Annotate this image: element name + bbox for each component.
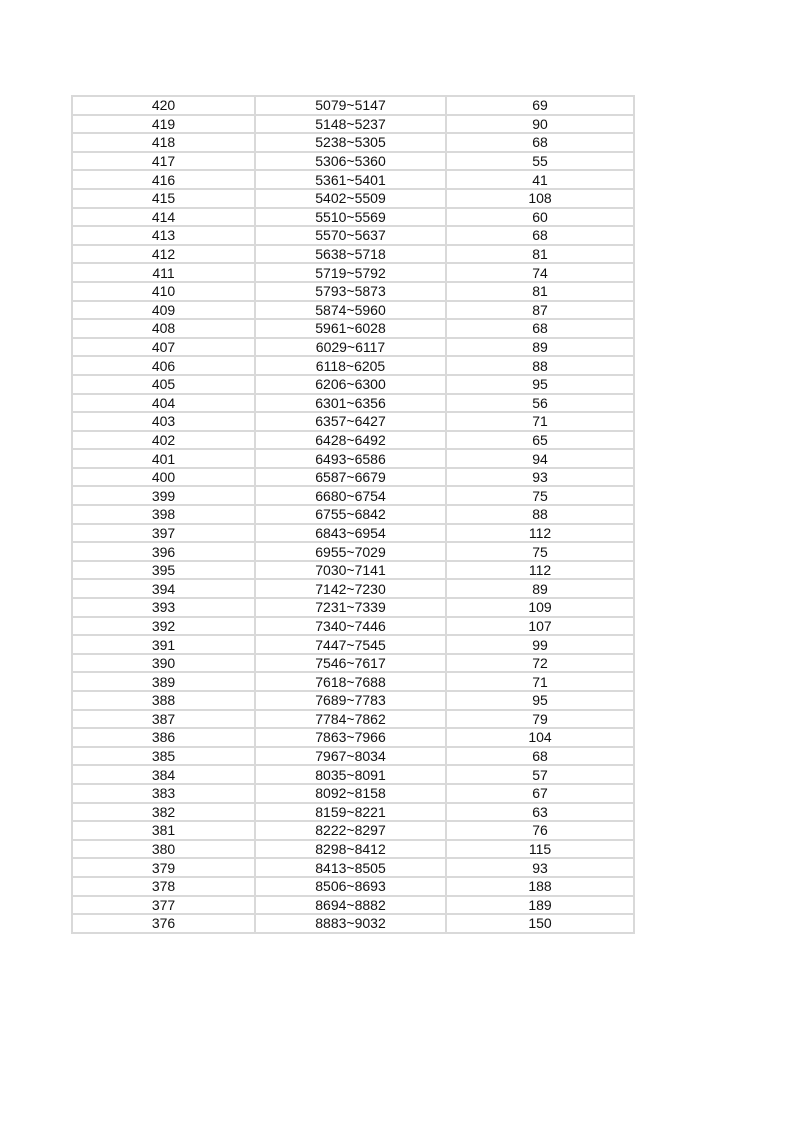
table-row bbox=[72, 896, 634, 915]
table-row bbox=[72, 431, 634, 450]
table-row bbox=[72, 561, 634, 580]
table-row bbox=[72, 412, 634, 431]
score-cell: 387 bbox=[72, 710, 255, 729]
rank-range-cell: 8222~8297 bbox=[255, 821, 446, 840]
count-cell: 108 bbox=[446, 189, 634, 208]
score-cell: 416 bbox=[72, 170, 255, 189]
table-row bbox=[72, 710, 634, 729]
score-cell: 419 bbox=[72, 115, 255, 134]
table-row bbox=[72, 226, 634, 245]
table-row bbox=[72, 449, 634, 468]
rank-range-cell: 7231~7339 bbox=[255, 598, 446, 617]
rank-range-cell: 6955~7029 bbox=[255, 542, 446, 561]
count-cell: 89 bbox=[446, 579, 634, 598]
rank-range-cell: 5874~5960 bbox=[255, 301, 446, 320]
count-cell: 93 bbox=[446, 468, 634, 487]
count-cell: 71 bbox=[446, 412, 634, 431]
score-cell: 418 bbox=[72, 133, 255, 152]
table-row bbox=[72, 765, 634, 784]
score-cell: 394 bbox=[72, 579, 255, 598]
table-row bbox=[72, 654, 634, 673]
score-cell: 407 bbox=[72, 338, 255, 357]
score-cell: 399 bbox=[72, 486, 255, 505]
count-cell: 112 bbox=[446, 524, 634, 543]
rank-range-cell: 5638~5718 bbox=[255, 245, 446, 264]
count-cell: 89 bbox=[446, 338, 634, 357]
table-row bbox=[72, 617, 634, 636]
score-cell: 395 bbox=[72, 561, 255, 580]
table-row bbox=[72, 728, 634, 747]
count-cell: 150 bbox=[446, 914, 634, 933]
score-cell: 393 bbox=[72, 598, 255, 617]
score-cell: 410 bbox=[72, 282, 255, 301]
table-row bbox=[72, 877, 634, 896]
table-row bbox=[72, 152, 634, 171]
rank-range-cell: 8694~8882 bbox=[255, 896, 446, 915]
count-cell: 88 bbox=[446, 356, 634, 375]
rank-range-cell: 7967~8034 bbox=[255, 747, 446, 766]
score-cell: 392 bbox=[72, 617, 255, 636]
table-row bbox=[72, 394, 634, 413]
count-cell: 99 bbox=[446, 635, 634, 654]
rank-range-cell: 6357~6427 bbox=[255, 412, 446, 431]
table-row bbox=[72, 486, 634, 505]
score-cell: 414 bbox=[72, 208, 255, 227]
score-cell: 383 bbox=[72, 784, 255, 803]
rank-range-cell: 7618~7688 bbox=[255, 672, 446, 691]
score-cell: 376 bbox=[72, 914, 255, 933]
rank-range-cell: 7030~7141 bbox=[255, 561, 446, 580]
count-cell: 95 bbox=[446, 691, 634, 710]
table-row bbox=[72, 468, 634, 487]
table-row bbox=[72, 803, 634, 822]
rank-range-cell: 6428~6492 bbox=[255, 431, 446, 450]
count-cell: 188 bbox=[446, 877, 634, 896]
table-row bbox=[72, 115, 634, 134]
score-cell: 389 bbox=[72, 672, 255, 691]
rank-range-cell: 5148~5237 bbox=[255, 115, 446, 134]
rank-range-cell: 7142~7230 bbox=[255, 579, 446, 598]
table-row bbox=[72, 208, 634, 227]
count-cell: 74 bbox=[446, 263, 634, 282]
count-cell: 65 bbox=[446, 431, 634, 450]
score-cell: 379 bbox=[72, 858, 255, 877]
rank-range-cell: 8092~8158 bbox=[255, 784, 446, 803]
count-cell: 41 bbox=[446, 170, 634, 189]
score-cell: 390 bbox=[72, 654, 255, 673]
table-row bbox=[72, 96, 634, 115]
rank-range-cell: 6029~6117 bbox=[255, 338, 446, 357]
table-row bbox=[72, 301, 634, 320]
table-row bbox=[72, 579, 634, 598]
rank-range-cell: 6680~6754 bbox=[255, 486, 446, 505]
score-cell: 384 bbox=[72, 765, 255, 784]
table-row bbox=[72, 598, 634, 617]
count-cell: 90 bbox=[446, 115, 634, 134]
score-cell: 385 bbox=[72, 747, 255, 766]
table-row bbox=[72, 635, 634, 654]
score-cell: 380 bbox=[72, 840, 255, 859]
count-cell: 112 bbox=[446, 561, 634, 580]
score-cell: 398 bbox=[72, 505, 255, 524]
rank-range-cell: 5510~5569 bbox=[255, 208, 446, 227]
score-cell: 412 bbox=[72, 245, 255, 264]
count-cell: 55 bbox=[446, 152, 634, 171]
count-cell: 69 bbox=[446, 96, 634, 115]
rank-range-cell: 5793~5873 bbox=[255, 282, 446, 301]
score-cell: 413 bbox=[72, 226, 255, 245]
count-cell: 95 bbox=[446, 375, 634, 394]
table-row bbox=[72, 691, 634, 710]
table-row bbox=[72, 542, 634, 561]
count-cell: 68 bbox=[446, 319, 634, 338]
count-cell: 81 bbox=[446, 282, 634, 301]
count-cell: 104 bbox=[446, 728, 634, 747]
score-cell: 386 bbox=[72, 728, 255, 747]
score-rank-table bbox=[71, 95, 635, 934]
count-cell: 71 bbox=[446, 672, 634, 691]
rank-range-cell: 5570~5637 bbox=[255, 226, 446, 245]
rank-range-cell: 6118~6205 bbox=[255, 356, 446, 375]
table-row bbox=[72, 338, 634, 357]
score-cell: 405 bbox=[72, 375, 255, 394]
score-cell: 406 bbox=[72, 356, 255, 375]
score-cell: 381 bbox=[72, 821, 255, 840]
table-row bbox=[72, 133, 634, 152]
rank-range-cell: 7784~7862 bbox=[255, 710, 446, 729]
rank-range-cell: 7340~7446 bbox=[255, 617, 446, 636]
count-cell: 75 bbox=[446, 542, 634, 561]
score-cell: 378 bbox=[72, 877, 255, 896]
count-cell: 88 bbox=[446, 505, 634, 524]
score-cell: 396 bbox=[72, 542, 255, 561]
score-cell: 388 bbox=[72, 691, 255, 710]
rank-range-cell: 6301~6356 bbox=[255, 394, 446, 413]
rank-range-cell: 5306~5360 bbox=[255, 152, 446, 171]
table-row bbox=[72, 356, 634, 375]
count-cell: 68 bbox=[446, 226, 634, 245]
rank-range-cell: 8035~8091 bbox=[255, 765, 446, 784]
rank-range-cell: 6493~6586 bbox=[255, 449, 446, 468]
score-cell: 403 bbox=[72, 412, 255, 431]
count-cell: 63 bbox=[446, 803, 634, 822]
score-cell: 377 bbox=[72, 896, 255, 915]
rank-range-cell: 6843~6954 bbox=[255, 524, 446, 543]
score-cell: 391 bbox=[72, 635, 255, 654]
rank-range-cell: 8506~8693 bbox=[255, 877, 446, 896]
count-cell: 87 bbox=[446, 301, 634, 320]
table-row bbox=[72, 914, 634, 933]
rank-range-cell: 7863~7966 bbox=[255, 728, 446, 747]
table-row bbox=[72, 821, 634, 840]
count-cell: 72 bbox=[446, 654, 634, 673]
rank-range-cell: 8159~8221 bbox=[255, 803, 446, 822]
count-cell: 79 bbox=[446, 710, 634, 729]
rank-range-cell: 5079~5147 bbox=[255, 96, 446, 115]
count-cell: 75 bbox=[446, 486, 634, 505]
count-cell: 57 bbox=[446, 765, 634, 784]
count-cell: 94 bbox=[446, 449, 634, 468]
rank-range-cell: 7546~7617 bbox=[255, 654, 446, 673]
rank-range-cell: 6206~6300 bbox=[255, 375, 446, 394]
count-cell: 60 bbox=[446, 208, 634, 227]
rank-range-cell: 8883~9032 bbox=[255, 914, 446, 933]
rank-range-cell: 6587~6679 bbox=[255, 468, 446, 487]
table-row bbox=[72, 282, 634, 301]
count-cell: 115 bbox=[446, 840, 634, 859]
score-cell: 420 bbox=[72, 96, 255, 115]
table-row bbox=[72, 189, 634, 208]
table-row bbox=[72, 858, 634, 877]
rank-range-cell: 5238~5305 bbox=[255, 133, 446, 152]
count-cell: 189 bbox=[446, 896, 634, 915]
table-row bbox=[72, 505, 634, 524]
score-cell: 409 bbox=[72, 301, 255, 320]
table-row bbox=[72, 319, 634, 338]
count-cell: 107 bbox=[446, 617, 634, 636]
score-cell: 401 bbox=[72, 449, 255, 468]
table-row bbox=[72, 524, 634, 543]
table-row bbox=[72, 170, 634, 189]
rank-range-cell: 5719~5792 bbox=[255, 263, 446, 282]
rank-range-cell: 8298~8412 bbox=[255, 840, 446, 859]
score-cell: 402 bbox=[72, 431, 255, 450]
count-cell: 68 bbox=[446, 133, 634, 152]
rank-range-cell: 8413~8505 bbox=[255, 858, 446, 877]
table-row bbox=[72, 245, 634, 264]
score-cell: 417 bbox=[72, 152, 255, 171]
table-body bbox=[72, 96, 634, 933]
score-cell: 408 bbox=[72, 319, 255, 338]
score-cell: 382 bbox=[72, 803, 255, 822]
score-cell: 404 bbox=[72, 394, 255, 413]
table-row bbox=[72, 747, 634, 766]
count-cell: 76 bbox=[446, 821, 634, 840]
table-row bbox=[72, 672, 634, 691]
count-cell: 56 bbox=[446, 394, 634, 413]
count-cell: 93 bbox=[446, 858, 634, 877]
table-row bbox=[72, 375, 634, 394]
rank-range-cell: 5361~5401 bbox=[255, 170, 446, 189]
count-cell: 81 bbox=[446, 245, 634, 264]
score-cell: 397 bbox=[72, 524, 255, 543]
rank-range-cell: 5402~5509 bbox=[255, 189, 446, 208]
table-row bbox=[72, 840, 634, 859]
rank-range-cell: 5961~6028 bbox=[255, 319, 446, 338]
score-cell: 415 bbox=[72, 189, 255, 208]
score-cell: 400 bbox=[72, 468, 255, 487]
rank-range-cell: 7447~7545 bbox=[255, 635, 446, 654]
table-row bbox=[72, 263, 634, 282]
table-row bbox=[72, 784, 634, 803]
rank-range-cell: 7689~7783 bbox=[255, 691, 446, 710]
rank-range-cell: 6755~6842 bbox=[255, 505, 446, 524]
count-cell: 68 bbox=[446, 747, 634, 766]
count-cell: 109 bbox=[446, 598, 634, 617]
score-cell: 411 bbox=[72, 263, 255, 282]
count-cell: 67 bbox=[446, 784, 634, 803]
